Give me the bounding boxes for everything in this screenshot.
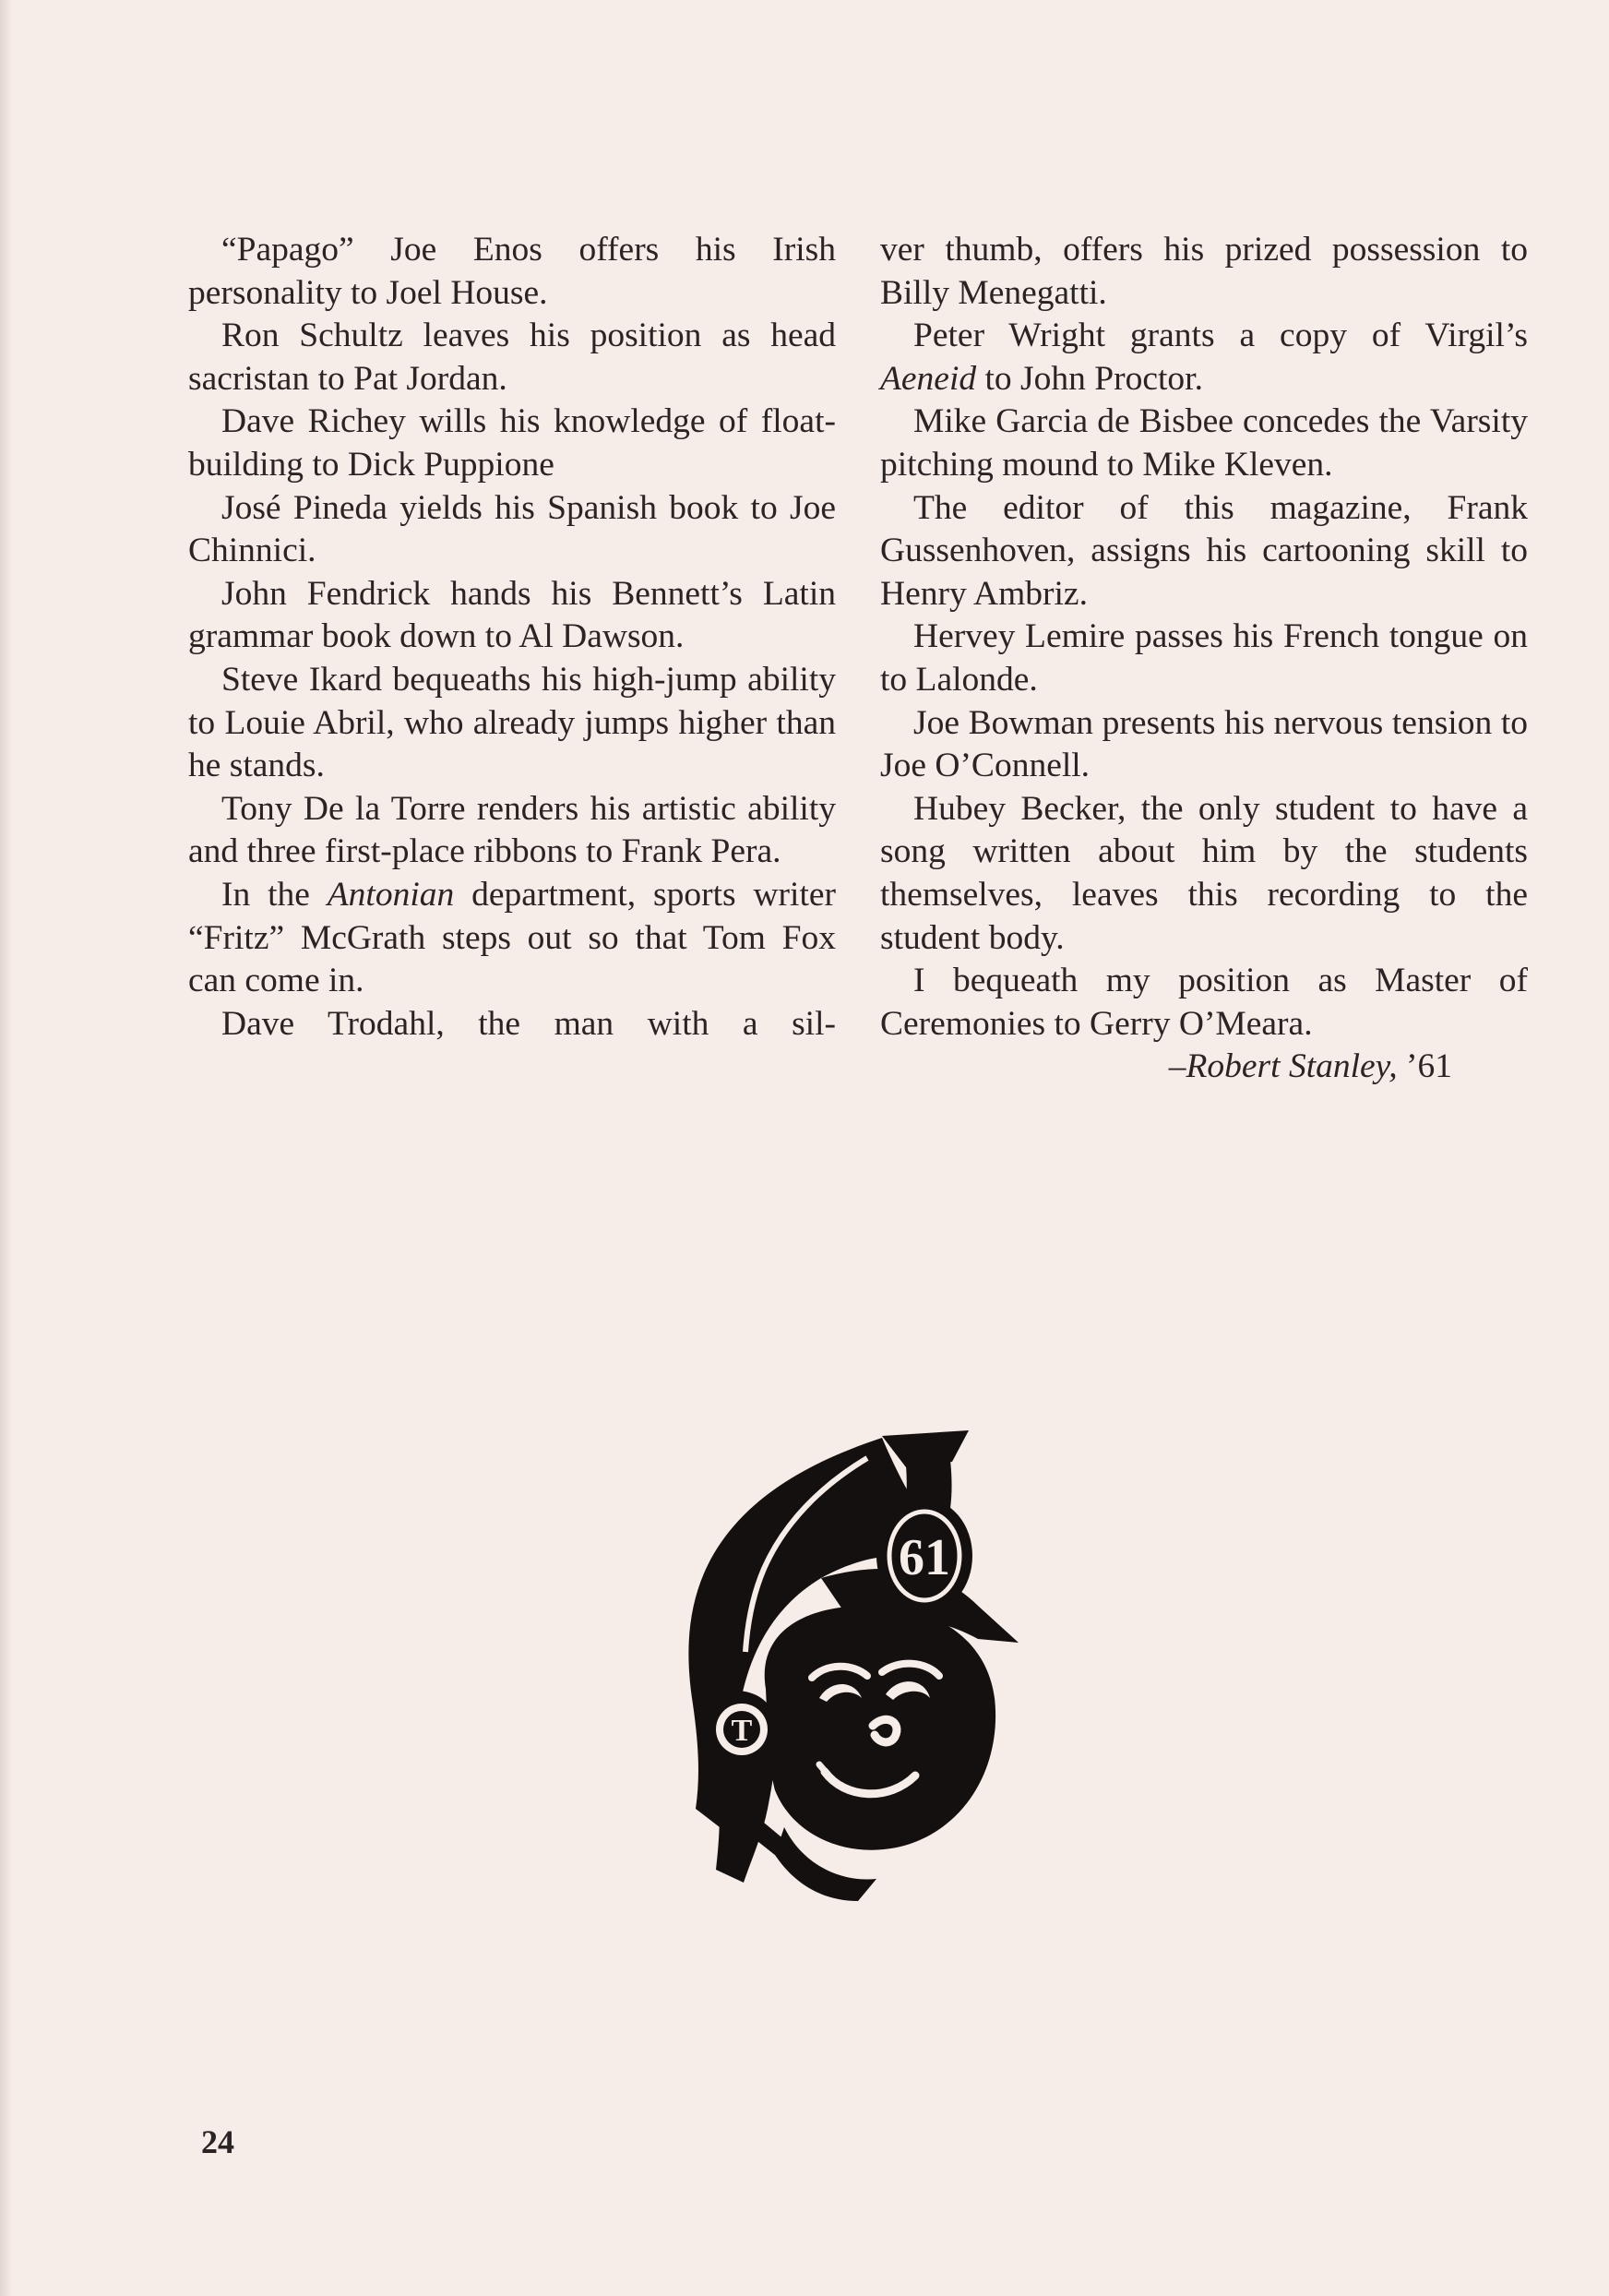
helmet-crest (882, 1430, 969, 1467)
page-edge (0, 0, 13, 2296)
paragraph: José Pineda yields his Spanish book to Joe Chinnici. (188, 488, 836, 570)
paragraph-continued: ver thumb, offers his prized possession to Billy Menegatti. (880, 231, 1528, 312)
publication-title: Antonian (327, 875, 455, 914)
emblem-letter: T (731, 1714, 753, 1748)
paragraph: The editor of this magazine, Frank Gussenhoven, assigns his cartooning skill to Henry Ambriz. (880, 488, 1528, 613)
paragraph-text: Peter Wright grants a copy of Virgil’s (913, 317, 1528, 355)
paragraph: Hervey Lemire passes his French tongue on to Lalonde. (880, 617, 1528, 699)
left-column (188, 229, 836, 1046)
paragraph: John Fendrick hands his Bennett’s Latin grammar book down to Al Dawson. (188, 574, 836, 656)
paragraph-text: to John Proctor. (976, 359, 1203, 398)
class-year: ’61 (1397, 1047, 1452, 1086)
paragraph (880, 315, 1528, 401)
paragraph: I bequeath my position as Master of Ceremonies to Gerry O’Meara. (880, 962, 1528, 1043)
author-signature (880, 1046, 1528, 1089)
paragraph: Dave Trodahl, the man with a sil- (221, 1004, 836, 1043)
right-column (880, 229, 1528, 1089)
trojan-mascot-illustration (664, 1421, 1107, 1956)
paragraph: Joe Bowman presents his nervous tension to Joe O’Connell. (880, 703, 1528, 785)
paragraph: Ron Schultz leaves his position as head sacristan to Pat Jordan. (188, 317, 836, 398)
paragraph: Steve Ikard bequeaths his high-jump ability to Louie Abril, who already jumps higher than he stands. (188, 660, 836, 785)
paragraph (188, 874, 836, 1003)
face-outline (765, 1606, 995, 1850)
helmet-numerals: 61 (899, 1529, 950, 1586)
paragraph: Dave Richey wills his knowledge of float-building to Dick Puppione (188, 402, 836, 484)
book-title: Aeneid (880, 359, 977, 398)
paragraph: “Papago” Joe Enos offers his Irish personality to Joel House. (188, 231, 836, 312)
paragraph-text: In the (221, 875, 328, 914)
paragraph-text: department, sports writer “Fritz” McGrath steps out so that Tom Fox can come in. (188, 875, 836, 1000)
page-number: 24 (201, 2123, 234, 2160)
paragraph: Hubey Becker, the only student to have a song written about him by the students themselves, leaves this recording to the student body. (880, 789, 1528, 957)
paragraph: Mike Garcia de Bisbee concedes the Varsity pitching mound to Mike Kleven. (880, 402, 1528, 484)
paragraph: Tony De la Torre renders his artistic ability and three first-place ribbons to Frank Pera. (188, 789, 836, 871)
author-name: –Robert Stanley, (1168, 1047, 1398, 1086)
